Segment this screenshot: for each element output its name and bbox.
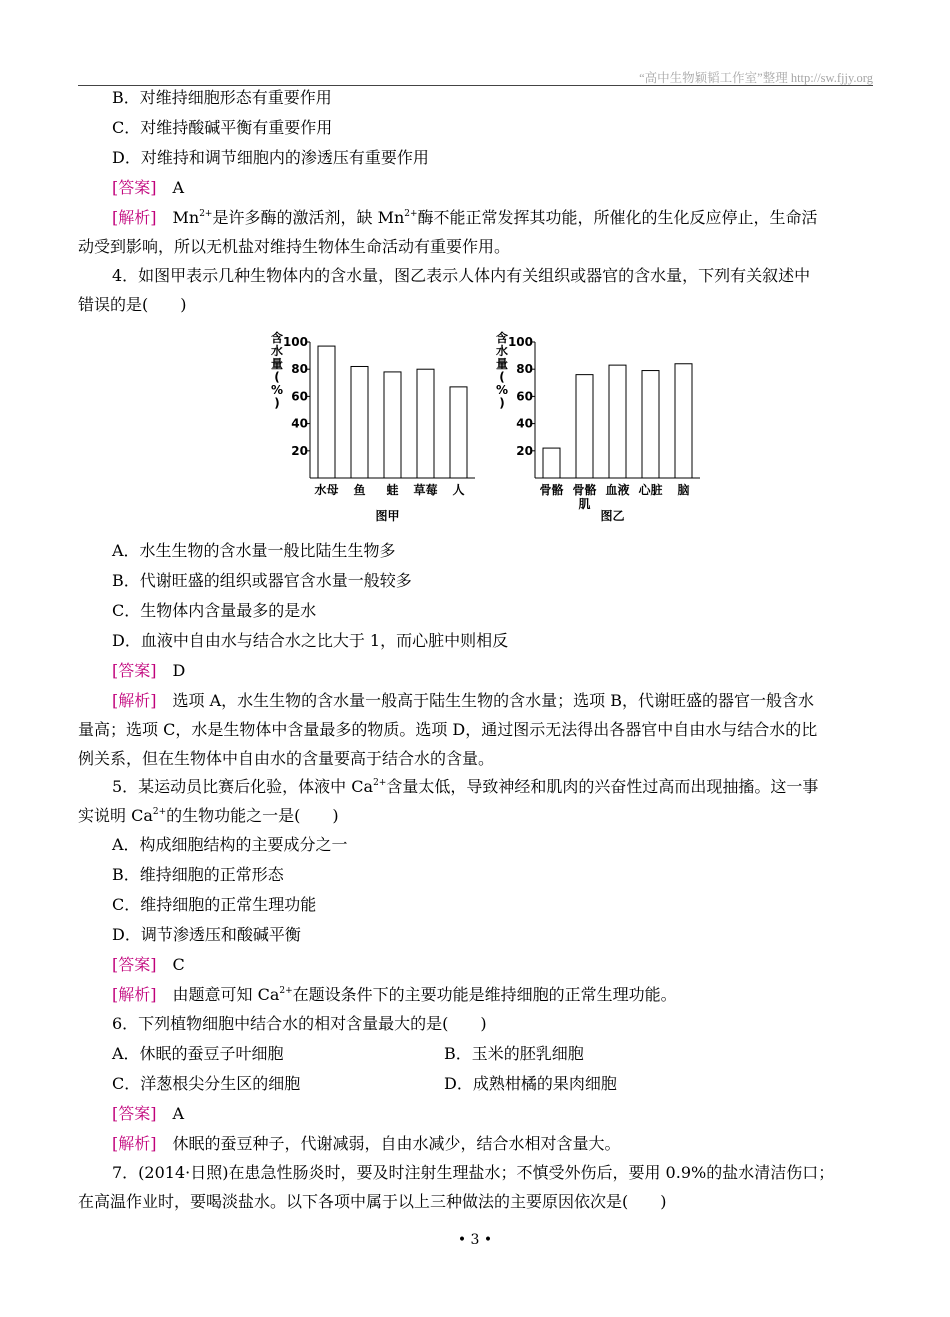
header-rule	[78, 85, 873, 86]
q6-option-c: C．洋葱根尖分生区的细胞	[112, 1074, 301, 1093]
q4-analysis-line-1	[112, 690, 814, 712]
analysis-tag: [解析]	[112, 691, 157, 710]
bar	[609, 365, 626, 478]
superscript: 2+	[404, 209, 418, 219]
analysis-text: 是许多酶的激活剂，缺 Mn	[212, 208, 405, 227]
y-axis-label: 含水量( % )	[270, 331, 284, 410]
y-axis-label: 含水量( % )	[495, 331, 509, 410]
bar	[675, 364, 692, 478]
answer-value: D	[172, 661, 186, 680]
bar	[450, 387, 467, 478]
stem-text: 5．某运动员比赛后化验，体液中 Ca	[112, 777, 374, 796]
analysis-text: 酶不能正常发挥其功能，所催化的生化反应停止，生命活	[417, 208, 818, 227]
q4-answer	[112, 660, 185, 682]
y-tick-label: 60	[291, 389, 308, 404]
x-tick-label: 草莓	[413, 483, 438, 497]
page-header: “高中生物颖韬工作室”整理 http://sw.fjjy.org	[639, 71, 873, 85]
bar	[576, 375, 593, 478]
q7-stem-line-1: 7．(2014·日照)在患急性肠炎时，要及时注射生理盐水；不慎受外伤后，要用 0.9%的盐水清洁伤口；	[112, 1163, 835, 1182]
bar	[318, 346, 335, 478]
q3-answer	[112, 177, 184, 199]
q3-analysis-line-1	[112, 207, 818, 229]
superscript: 2+	[152, 807, 167, 817]
y-tick-label: 100	[507, 335, 533, 349]
answer-value: C	[172, 955, 185, 974]
answer-tag: [答案]	[112, 1104, 157, 1123]
q5-option-c: C．维持细胞的正常生理功能	[112, 895, 317, 914]
x-tick-label: 脑	[677, 483, 690, 497]
bar	[543, 448, 560, 478]
stem-text: 实说明 Ca	[78, 806, 153, 825]
analysis-tag: [解析]	[112, 1134, 157, 1153]
answer-value: A	[172, 178, 185, 197]
analysis-tag: [解析]	[112, 208, 157, 227]
q5-option-b: B．维持细胞的正常形态	[112, 865, 284, 884]
q4-analysis-line-2: 量高；选项 C，水是生物体中含量最多的物质。选项 D，通过图示无法得出各器官中自由水与结合水的比	[78, 720, 818, 739]
answer-tag: [答案]	[112, 955, 157, 974]
analysis-text: 休眠的蚕豆种子，代谢减弱，自由水减少，结合水相对含量大。	[172, 1134, 621, 1153]
x-tick-label: 血液	[605, 483, 630, 497]
q4-figures	[255, 328, 735, 528]
y-tick-label: 60	[516, 389, 533, 404]
q3-option-d: D．对维持和调节细胞内的渗透压有重要作用	[112, 148, 429, 167]
q5-stem-line-1	[112, 776, 818, 798]
q6-stem: 6．下列植物细胞中结合水的相对含量最大的是( )	[112, 1014, 487, 1033]
q4-option-c: C．生物体内含量最多的是水	[112, 601, 317, 620]
q4-option-a: A．水生生物的含水量一般比陆生生物多	[112, 541, 396, 560]
q6-option-a: A．休眠的蚕豆子叶细胞	[112, 1044, 284, 1063]
y-tick-label: 20	[291, 443, 308, 458]
chart-yi	[496, 330, 700, 523]
y-tick-label: 80	[516, 362, 533, 377]
y-tick-label: 80	[291, 362, 308, 377]
q4-option-d: D．血液中自由水与结合水之比大于 1，而心脏中则相反	[112, 631, 509, 650]
q5-analysis	[112, 984, 677, 1006]
superscript: 2+	[373, 778, 387, 788]
superscript: 2+	[279, 986, 293, 996]
stem-text: 含量太低，导致神经和肌肉的兴奋性过高而出现抽搐。这一事	[386, 777, 819, 796]
analysis-text: 选项 A，水生生物的含水量一般高于陆生生物的含水量；选项 B，代谢旺盛的器官一般含水	[172, 691, 815, 710]
chart-jia	[271, 330, 475, 523]
bar	[642, 371, 659, 478]
q7-stem-line-2: 在高温作业时，要喝淡盐水。以下各项中属于以上三种做法的主要原因依次是( )	[78, 1192, 667, 1211]
bar	[384, 372, 401, 478]
y-tick-label: 100	[282, 335, 308, 349]
superscript: 2+	[199, 209, 213, 219]
answer-tag: [答案]	[112, 661, 157, 680]
chart-title: 图乙	[600, 509, 625, 523]
bar	[351, 366, 368, 478]
analysis-text: 在题设条件下的主要功能是维持细胞的正常生理功能。	[292, 985, 677, 1004]
y-tick-label: 40	[516, 416, 533, 431]
bar	[417, 369, 434, 478]
q6-answer	[112, 1103, 184, 1125]
y-tick-label: 40	[291, 416, 308, 431]
q6-option-d: D．成熟柑橘的果肉细胞	[444, 1074, 617, 1093]
analysis-text: Mn	[172, 208, 200, 227]
answer-tag: [答案]	[112, 178, 157, 197]
stem-text: 的生物功能之一是( )	[166, 806, 339, 825]
x-tick-label: 人	[452, 483, 465, 497]
q3-option-b: B．对维持细胞形态有重要作用	[112, 88, 332, 107]
q6-option-b: B．玉米的胚乳细胞	[444, 1044, 584, 1063]
answer-value: A	[172, 1104, 185, 1123]
analysis-text: 由题意可知 Ca	[172, 985, 280, 1004]
q5-stem-line-2	[78, 805, 339, 827]
q4-option-b: B．代谢旺盛的组织或器官含水量一般较多	[112, 571, 412, 590]
q4-stem-line-2: 错误的是( )	[78, 295, 187, 314]
analysis-tag: [解析]	[112, 985, 157, 1004]
x-tick-label: 骨骼	[539, 483, 564, 497]
q4-analysis-line-3: 例关系，但在生物体中自由水的含量要高于结合水的含量。	[78, 749, 495, 768]
chart-title: 图甲	[375, 509, 400, 523]
q5-option-a: A．构成细胞结构的主要成分之一	[112, 835, 348, 854]
q4-stem-line-1: 4．如图甲表示几种生物体内的含水量，图乙表示人体内有关组织或器官的含水量，下列有关叙述中	[112, 266, 811, 285]
x-tick-label: 鱼	[353, 483, 366, 497]
q6-analysis	[112, 1133, 621, 1155]
q3-option-c: C．对维持酸碱平衡有重要作用	[112, 118, 333, 137]
q5-option-d: D．调节渗透压和酸碱平衡	[112, 925, 301, 944]
x-tick-label: 心脏	[638, 483, 663, 497]
x-tick-label: 蛙	[386, 483, 399, 497]
x-tick-label: 水母	[314, 483, 339, 497]
x-tick-label: 骨骼肌	[572, 483, 597, 511]
page-number: • 3 •	[457, 1232, 493, 1248]
y-tick-label: 20	[516, 443, 533, 458]
q5-answer	[112, 954, 185, 976]
q3-analysis-line-2: 动受到影响，所以无机盐对维持生物体生命活动有重要作用。	[78, 237, 511, 256]
